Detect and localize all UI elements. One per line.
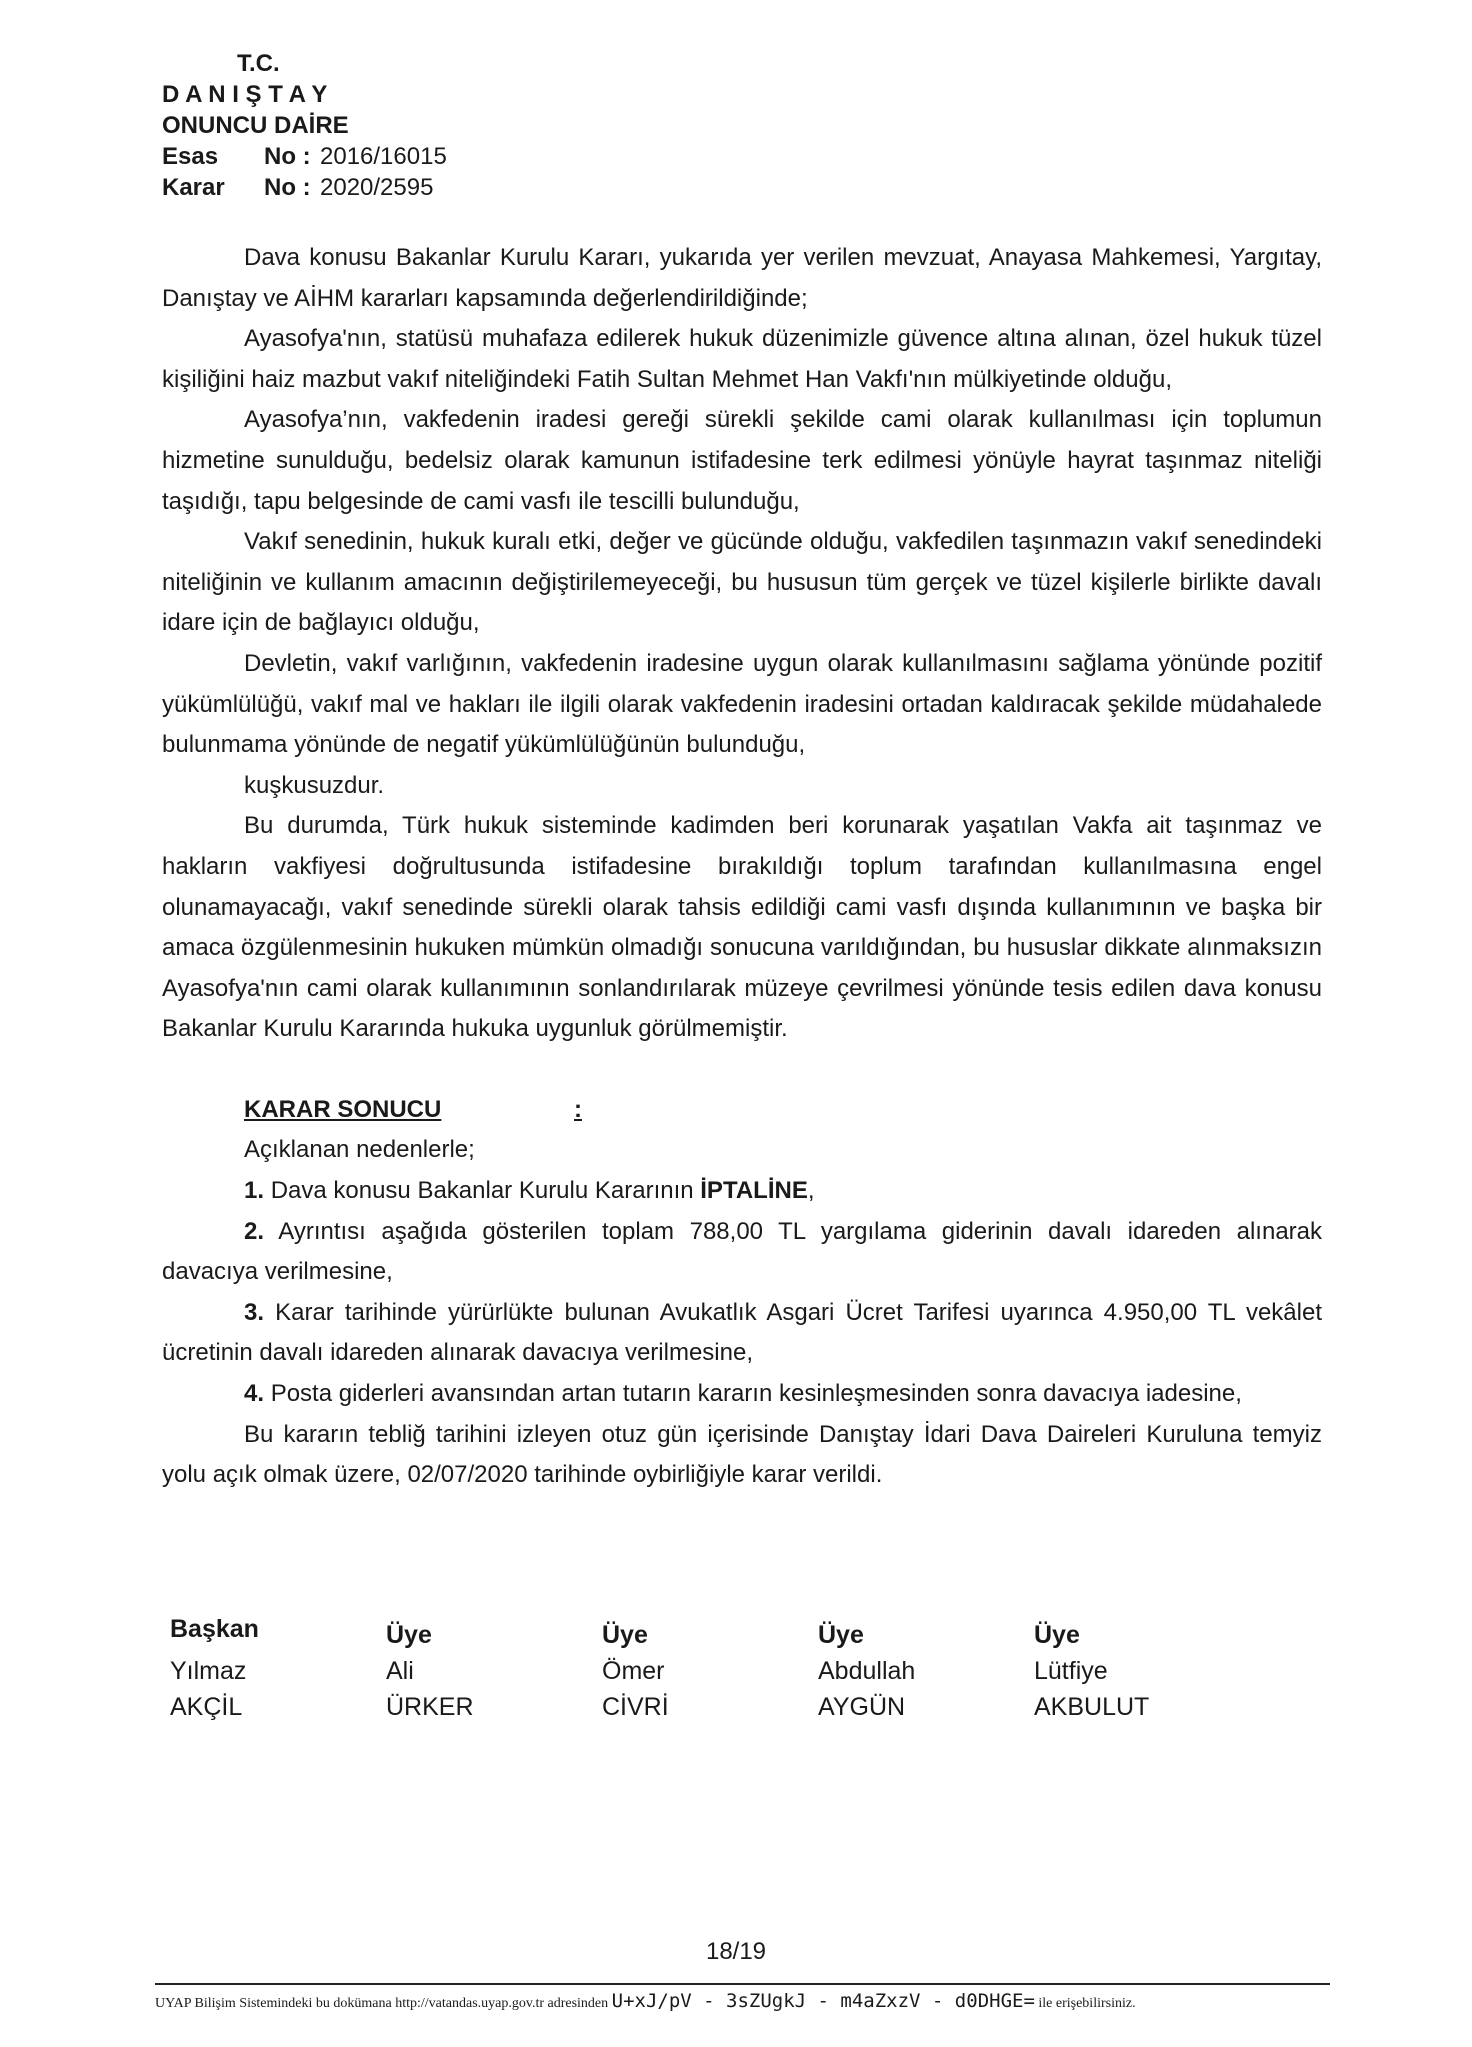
karar-no-label: No : (264, 174, 311, 201)
footer (155, 1990, 1330, 2012)
result-colon: : (574, 1095, 582, 1123)
signer-role: Başkan (170, 1615, 259, 1643)
paragraph-5: Devletin, vakıf varlığının, vakfedenin iradesine uygun olarak kullanılmasını sağlama yönünde pozitif yükümlülüğü, vakıf mal ve hakları ile ilgili olarak vakfedenin iradesini ortadan kaldıracak şekilde müdahalede bulunmama yönünde de negatif yükümlülüğünün bulunduğu, (162, 649, 1322, 759)
signer-first-name: Lütfiye (1034, 1657, 1108, 1685)
result-heading (162, 1090, 1322, 1131)
paragraph-1: Dava konusu Bakanlar Kurulu Kararı, yukarıda yer verilen mevzuat, Anayasa Mahkemesi, Yargıtay, Danıştay ve AİHM kararları kapsamında değerlendirildiğinde; (162, 244, 1322, 312)
item-4-text: Posta giderleri avansından artan tutarın kararın kesinleşmesinden sonra davacıya iadesine, (270, 1380, 1242, 1408)
result-item-4 (162, 1374, 1322, 1415)
signer-last-name: AKÇİL (170, 1693, 243, 1721)
page-number: 18/19 (705, 1938, 767, 1965)
item-1-number: 1. (244, 1177, 265, 1205)
signer-first-name: Ömer (602, 1657, 665, 1685)
paragraph-7: Bu durumda, Türk hukuk sisteminde kadimden beri korunarak yaşatılan Vakfa ait taşınmaz ve hakların vakfiyesi doğrultusunda istifadesine bırakıldığı toplum tarafından kullanılmasına engel olunamayacağı, vakıf senedinde sürekli olarak tahsis edildiği cami vasfı dışında kullanımının ve başka bir amaca özgülenmesinin hukuken mümkün olmadığı sonucuna varıldığından, bu hususlar dikkate alınmaksızın Ayasofya'nın cami olarak kullanımının sonlandırılarak müzeye çevrilmesi yönünde tesis edilen dava konusu Bakanlar Kurulu Kararında hukuka uygunluk görülmemiştir. (162, 812, 1322, 1043)
item-2-text: Ayrıntısı aşağıda gösterilen toplam 788,00 TL yargılama giderinin davalı idareden alınarak davacıya verilmesine, (162, 1217, 1323, 1286)
signer-3 (602, 1617, 818, 1725)
signer-last-name: AYGÜN (818, 1693, 906, 1721)
signer-role: Üye (602, 1621, 648, 1649)
signer-role: Üye (386, 1621, 432, 1649)
item-4-number: 4. (244, 1380, 265, 1408)
item-1-end: , (807, 1177, 815, 1205)
paragraph-4: Vakıf senedinin, hukuk kuralı etki, değer ve gücünde olduğu, vakfedilen taşınmazın vakıf senedindeki niteliğinin ve kullanım amacının değiştirilemeyeceği, bu hususun tüm gerçek ve tüzel kişilerle birlikte davalı idare için de bağlayıcı olduğu, (162, 528, 1322, 637)
esas-number: 2016/16015 (320, 143, 447, 170)
item-3-text: Karar tarihinde yürürlükte bulunan Avukatlık Asgari Ücret Tarifesi uyarınca 4.950,00 TL vekâlet ücretinin davalı idareden alınarak davacıya verilmesine, (162, 1298, 1322, 1367)
court-name: D A N I Ş T A Y (162, 81, 328, 108)
item-1-bold: İPTALİNE (700, 1177, 808, 1205)
result-closing: Bu kararın tebliğ tarihini izleyen otuz gün içerisinde Danıştay İdari Dava Daireleri Kuruluna temyiz yolu açık olmak üzere, 02/07/2020 tarihinde oybirliğiyle karar verildi. (162, 1420, 1322, 1489)
signer-2 (386, 1617, 602, 1725)
result-item-1 (162, 1171, 1322, 1212)
item-1-text: Dava konusu Bakanlar Kurulu Kararının (270, 1177, 694, 1205)
signer-role: Üye (1034, 1621, 1080, 1649)
item-2-number: 2. (244, 1217, 265, 1245)
result-item-3 (162, 1293, 1322, 1374)
footer-divider (155, 1983, 1330, 1985)
signer-last-name: AKBULUT (1034, 1693, 1150, 1721)
footer-prefix: UYAP Bilişim Sistemindeki bu dokümana http://vatandas.uyap.gov.tr adresinden (155, 1996, 609, 2011)
chamber-name: ONUNCU DAİRE (162, 112, 349, 139)
esas-label: Esas (162, 143, 219, 170)
paragraph-3: Ayasofya’nın, vakfedenin iradesi gereği sürekli şekilde cami olarak kullanılması için toplumun hizmetine sunulduğu, bedelsiz olarak kamunun istifadesine terk edilmesi yönüyle hayrat taşınmaz niteliği taşıdığı, tapu belgesinde de cami vasfı ile tescilli bulunduğu, (162, 406, 1322, 515)
result-item-2 (162, 1212, 1322, 1293)
signer-4 (818, 1617, 1034, 1725)
signer-role: Üye (818, 1621, 864, 1649)
signer-5 (1034, 1617, 1250, 1725)
document-header (162, 48, 447, 203)
esas-row (162, 141, 447, 172)
result-title: KARAR SONUCU (244, 1095, 442, 1123)
signature-block (170, 1617, 1250, 1725)
signer-first-name: Ali (386, 1657, 414, 1685)
signer-last-name: CİVRİ (602, 1693, 669, 1721)
karar-row (162, 172, 447, 203)
footer-access-code: U+xJ/pV - 3sZUgkJ - m4aZxzV - d0DHGE= (611, 1990, 1035, 2012)
document-body (162, 238, 1322, 1496)
signer-first-name: Abdullah (818, 1657, 916, 1685)
esas-no-label: No : (264, 143, 311, 170)
karar-number: 2020/2595 (320, 174, 434, 201)
tc-label: T.C. (237, 50, 280, 77)
paragraph-2: Ayasofya'nın, statüsü muhafaza edilerek hukuk düzenimizle güvence altına alınan, özel hukuk tüzel kişiliğini haiz mazbut vakıf niteliğindeki Fatih Sultan Mehmet Han Vakfı'nın mülkiyetinde olduğu, (162, 325, 1322, 393)
paragraph-6: kuşkusuzdur. (244, 771, 385, 799)
karar-label: Karar (162, 174, 225, 201)
footer-suffix: ile erişebilirsiniz. (1038, 1996, 1136, 2011)
signer-last-name: ÜRKER (386, 1693, 474, 1721)
result-intro: Açıklanan nedenlerle; (244, 1136, 475, 1164)
signer-first-name: Yılmaz (170, 1657, 247, 1685)
signer-1 (170, 1617, 386, 1725)
item-3-number: 3. (244, 1298, 265, 1326)
